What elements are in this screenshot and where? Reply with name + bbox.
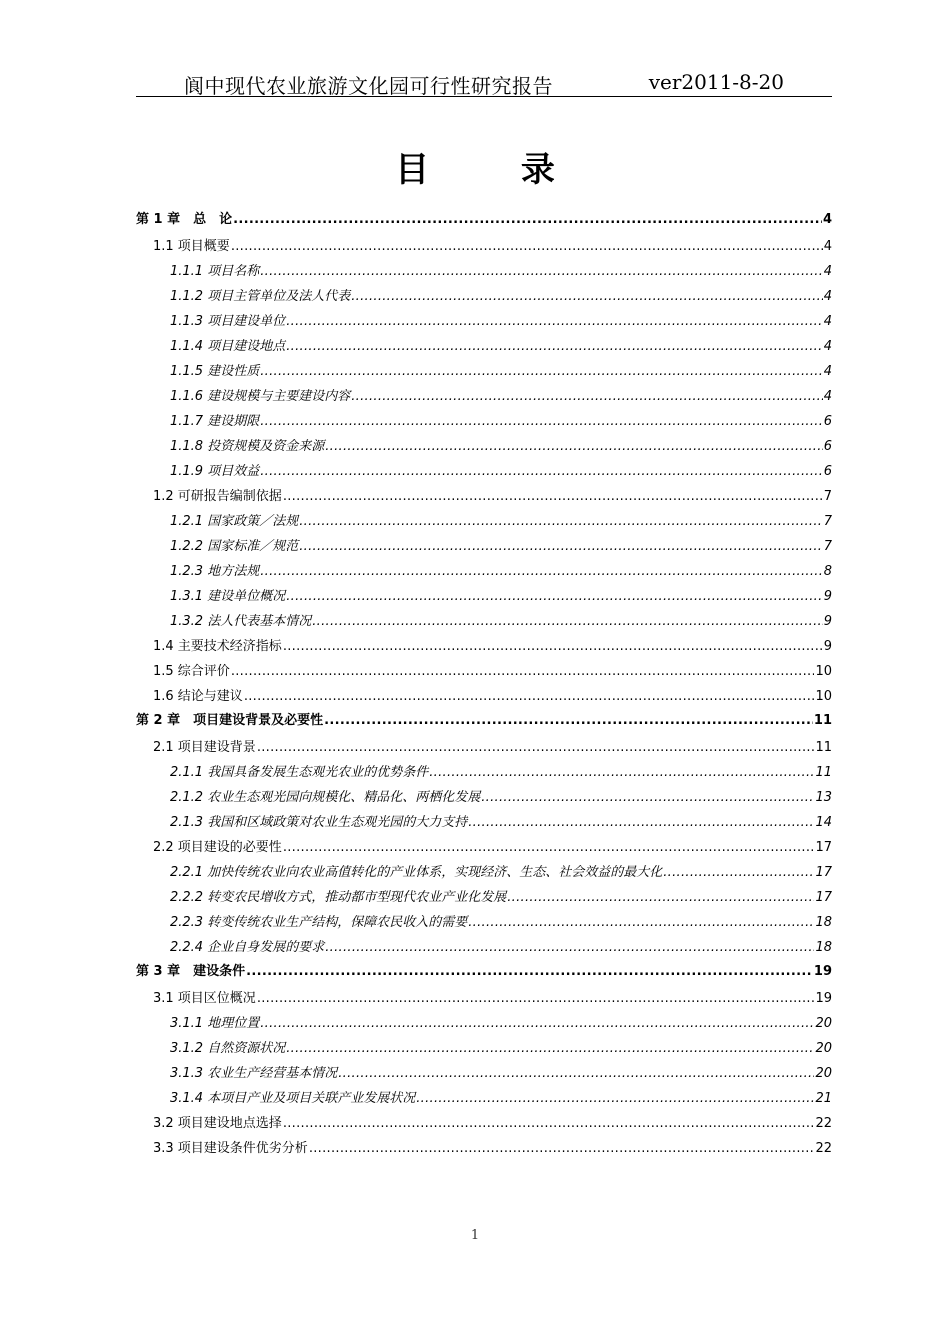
dot-leader <box>309 1139 815 1158</box>
toc-entry-text: 1.1.2 项目主管单位及法人代表 <box>170 289 351 304</box>
toc-entry-text: 1.5 综合评价 <box>153 664 230 679</box>
toc-entry-page: 4 <box>823 339 832 354</box>
toc-entry-page: 4 <box>823 314 832 329</box>
dot-leader <box>481 788 814 807</box>
dot-leader <box>663 863 814 882</box>
toc-entry-text: 1.1.6 建设规模与主要建设内容 <box>170 389 351 404</box>
toc-entry-page: 14 <box>815 815 832 830</box>
toc-section-entry[interactable] <box>136 838 832 857</box>
toc-entry-text: 1.1.7 建设期限 <box>170 414 260 429</box>
toc-entry-page: 6 <box>823 439 832 454</box>
toc-entry-page: 19 <box>815 991 832 1006</box>
document-version: ver2011-8-20 <box>648 70 784 94</box>
toc-entry-page: 11 <box>813 713 832 728</box>
dot-leader <box>257 989 815 1008</box>
toc-entry-page: 18 <box>815 915 832 930</box>
dot-leader <box>325 437 823 456</box>
toc-entry-page: 22 <box>815 1116 832 1131</box>
toc-entry-text: 3.2 项目建设地点选择 <box>153 1116 282 1131</box>
toc-entry-page: 7 <box>823 539 832 554</box>
dot-leader <box>231 237 823 256</box>
toc-subsection-entry[interactable] <box>136 938 832 957</box>
toc-entry-text: 1.3.2 法人代表基本情况 <box>170 614 312 629</box>
toc-entry-page: 7 <box>823 514 832 529</box>
toc-entry-page: 19 <box>813 964 832 979</box>
toc-entry-page: 6 <box>823 464 832 479</box>
dot-leader <box>351 387 823 406</box>
toc-entry-page: 8 <box>823 564 832 579</box>
dot-leader <box>246 962 813 981</box>
dot-leader <box>260 362 823 381</box>
table-of-contents <box>136 205 832 1158</box>
toc-subsection-entry[interactable] <box>136 587 832 606</box>
toc-entry-text: 1.1.3 项目建设单位 <box>170 314 286 329</box>
toc-subsection-entry[interactable] <box>136 888 832 907</box>
toc-subsection-entry[interactable] <box>136 562 832 581</box>
toc-subsection-entry[interactable] <box>136 512 832 531</box>
toc-entry-page: 20 <box>815 1066 832 1081</box>
toc-entry-text: 3.1.4 本项目产业及项目关联产业发展状况 <box>170 1091 416 1106</box>
dot-leader <box>286 1039 814 1058</box>
toc-entry-text: 1.2.2 国家标准／规范 <box>170 539 299 554</box>
toc-chapter-entry[interactable] <box>136 711 832 730</box>
toc-entry-text: 2.2.2 转变农民增收方式，推动都市型现代农业产业化发展 <box>170 890 507 905</box>
toc-entry-text: 2.2.3 转变传统农业生产结构，保障农民收入的需要 <box>170 915 468 930</box>
dot-leader <box>429 763 814 782</box>
dot-leader <box>260 262 823 281</box>
toc-section-entry[interactable] <box>136 637 832 656</box>
dot-leader <box>312 612 823 631</box>
toc-subsection-entry[interactable] <box>136 813 832 832</box>
toc-entry-page: 22 <box>815 1141 832 1156</box>
toc-entry-page: 17 <box>815 890 832 905</box>
toc-subsection-entry[interactable] <box>136 913 832 932</box>
toc-entry-page: 4 <box>823 364 832 379</box>
dot-leader <box>468 813 814 832</box>
dot-leader <box>283 637 823 656</box>
toc-entry-text: 第 1 章 总 论 <box>136 212 233 227</box>
toc-entry-page: 9 <box>823 639 832 654</box>
toc-subsection-entry[interactable] <box>136 863 832 882</box>
dot-leader <box>286 337 823 356</box>
toc-entry-text: 1.1.8 投资规模及资金来源 <box>170 439 325 454</box>
toc-entry-text: 2.1 项目建设背景 <box>153 740 256 755</box>
toc-section-entry[interactable] <box>136 1139 832 1158</box>
dot-leader <box>338 1064 814 1083</box>
toc-entry-text: 1.4 主要技术经济指标 <box>153 639 282 654</box>
dot-leader <box>233 210 822 229</box>
dot-leader <box>299 537 823 556</box>
dot-leader <box>286 312 823 331</box>
toc-entry-text: 1.2.1 国家政策／法规 <box>170 514 299 529</box>
toc-entry-text: 2.1.3 我国和区域政策对农业生态观光园的大力支持 <box>170 815 468 830</box>
toc-subsection-entry[interactable] <box>136 1039 832 1058</box>
toc-heading: 目 录 <box>395 150 595 190</box>
toc-entry-text: 1.1.1 项目名称 <box>170 264 260 279</box>
toc-section-entry[interactable] <box>136 487 832 506</box>
dot-leader <box>260 462 823 481</box>
toc-entry-page: 9 <box>823 589 832 604</box>
toc-subsection-entry[interactable] <box>136 362 832 381</box>
toc-subsection-entry[interactable] <box>136 462 832 481</box>
page-number: 1 <box>470 1228 480 1243</box>
dot-leader <box>260 412 823 431</box>
dot-leader <box>260 562 823 581</box>
toc-entry-text: 1.2.3 地方法规 <box>170 564 260 579</box>
toc-entry-page: 9 <box>823 614 832 629</box>
toc-entry-page: 11 <box>815 765 832 780</box>
toc-entry-text: 2.1.2 农业生态观光园向规模化、精品化、两栖化发展 <box>170 790 481 805</box>
toc-entry-page: 21 <box>815 1091 832 1106</box>
dot-leader <box>257 738 815 757</box>
toc-chapter-entry[interactable] <box>136 962 832 981</box>
toc-entry-text: 1.6 结论与建议 <box>153 689 243 704</box>
dot-leader <box>351 287 823 306</box>
dot-leader <box>299 512 823 531</box>
toc-entry-page: 7 <box>823 489 832 504</box>
toc-entry-text: 2.2.1 加快传统农业向农业高值转化的产业体系，实现经济、生态、社会效益的最大化 <box>170 865 663 880</box>
toc-entry-text: 3.1.1 地理位置 <box>170 1016 260 1031</box>
toc-entry-page: 18 <box>815 940 832 955</box>
toc-chapter-entry[interactable] <box>136 210 832 229</box>
toc-entry-page: 10 <box>815 664 832 679</box>
dot-leader <box>244 687 815 706</box>
toc-section-entry[interactable] <box>136 738 832 757</box>
toc-entry-text: 2.2 项目建设的必要性 <box>153 840 282 855</box>
toc-entry-text: 第 3 章 建设条件 <box>136 964 246 979</box>
toc-subsection-entry[interactable] <box>136 312 832 331</box>
toc-subsection-entry[interactable] <box>136 537 832 556</box>
toc-entry-text: 1.3.1 建设单位概况 <box>170 589 286 604</box>
toc-subsection-entry[interactable] <box>136 337 832 356</box>
toc-subsection-entry[interactable] <box>136 437 832 456</box>
toc-subsection-entry[interactable] <box>136 262 832 281</box>
toc-entry-text: 1.1 项目概要 <box>153 239 230 254</box>
toc-entry-text: 3.1 项目区位概况 <box>153 991 256 1006</box>
toc-entry-page: 17 <box>815 865 832 880</box>
toc-entry-text: 1.1.5 建设性质 <box>170 364 260 379</box>
toc-entry-page: 13 <box>815 790 832 805</box>
toc-entry-text: 第 2 章 项目建设背景及必要性 <box>136 713 324 728</box>
toc-entry-page: 20 <box>815 1016 832 1031</box>
toc-subsection-entry[interactable] <box>136 387 832 406</box>
toc-subsection-entry[interactable] <box>136 412 832 431</box>
toc-section-entry[interactable] <box>136 662 832 681</box>
toc-entry-page: 10 <box>815 689 832 704</box>
dot-leader <box>260 1014 814 1033</box>
toc-section-entry[interactable] <box>136 989 832 1008</box>
toc-entry-text: 1.2 可研报告编制依据 <box>153 489 282 504</box>
toc-subsection-entry[interactable] <box>136 1064 832 1083</box>
document-title: 阆中现代农业旅游文化园可行性研究报告 <box>184 74 553 98</box>
toc-entry-text: 1.1.9 项目效益 <box>170 464 260 479</box>
toc-entry-page: 4 <box>823 264 832 279</box>
toc-section-entry[interactable] <box>136 1114 832 1133</box>
dot-leader <box>324 711 813 730</box>
toc-section-entry[interactable] <box>136 237 832 256</box>
toc-subsection-entry[interactable] <box>136 287 832 306</box>
toc-entry-page: 4 <box>823 289 832 304</box>
toc-entry-text: 3.3 项目建设条件优劣分析 <box>153 1141 308 1156</box>
toc-entry-text: 2.1.1 我国具备发展生态观光农业的优势条件 <box>170 765 429 780</box>
toc-section-entry[interactable] <box>136 687 832 706</box>
dot-leader <box>283 487 823 506</box>
toc-subsection-entry[interactable] <box>136 763 832 782</box>
toc-entry-page: 17 <box>815 840 832 855</box>
toc-subsection-entry[interactable] <box>136 612 832 631</box>
dot-leader <box>283 838 815 857</box>
toc-entry-page: 4 <box>822 212 832 227</box>
toc-subsection-entry[interactable] <box>136 788 832 807</box>
dot-leader <box>507 888 814 907</box>
toc-entry-text: 2.2.4 企业自身发展的要求 <box>170 940 325 955</box>
toc-entry-text: 1.1.4 项目建设地点 <box>170 339 286 354</box>
toc-entry-page: 4 <box>823 239 832 254</box>
dot-leader <box>325 938 814 957</box>
toc-entry-text: 3.1.2 自然资源状况 <box>170 1041 286 1056</box>
toc-subsection-entry[interactable] <box>136 1089 832 1108</box>
page-header <box>136 66 832 97</box>
dot-leader <box>468 913 814 932</box>
dot-leader <box>283 1114 815 1133</box>
toc-entry-page: 6 <box>823 414 832 429</box>
toc-entry-page: 4 <box>823 389 832 404</box>
toc-entry-page: 11 <box>815 740 832 755</box>
toc-subsection-entry[interactable] <box>136 1014 832 1033</box>
toc-entry-page: 20 <box>815 1041 832 1056</box>
dot-leader <box>231 662 815 681</box>
dot-leader <box>416 1089 814 1108</box>
toc-entry-text: 3.1.3 农业生产经营基本情况 <box>170 1066 338 1081</box>
dot-leader <box>286 587 823 606</box>
